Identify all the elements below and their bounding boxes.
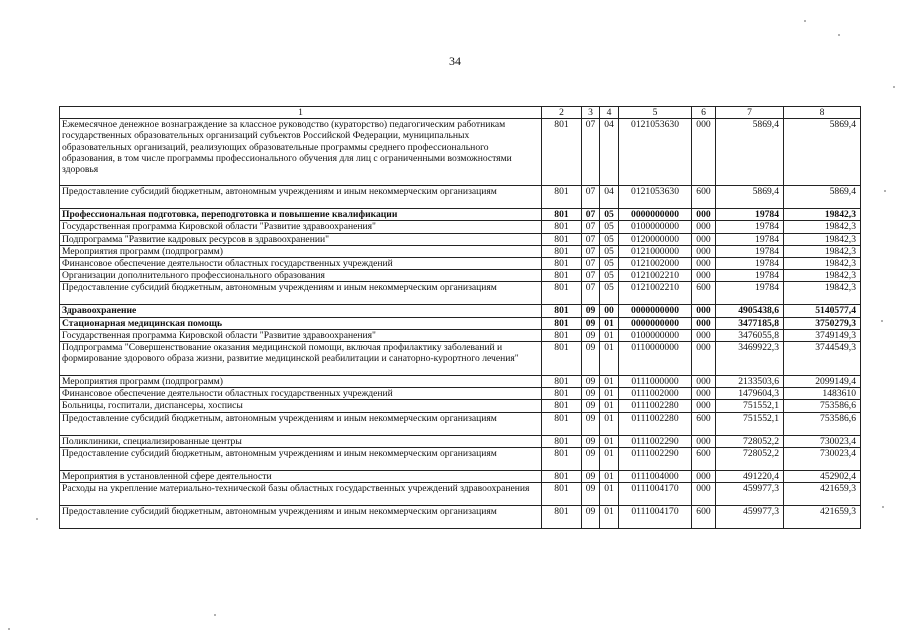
- row-name: Предоставление субсидий бюджетным, автономным учреждениям и иным некоммерческим организациям: [60, 447, 542, 470]
- amount-year-2: 452902,4: [784, 470, 861, 482]
- table-row: [60, 270, 861, 282]
- code-podrazdel: 00: [600, 305, 619, 317]
- code-podrazdel: 04: [600, 119, 619, 186]
- header-cell-6: 6: [692, 107, 716, 119]
- code-vr: 000: [692, 317, 716, 329]
- code-podrazdel: 05: [600, 258, 619, 270]
- row-name: Ежемесячное денежное вознаграждение за классное руководство (кураторство) педагогическим работникам государственных образовательных организаций субъектов Российской Федерации, муниципальных образовательных организаций, реализующих образовательные программы среднего профессионального образования, в том числе программы профессионального обучения для лиц с ограниченными возможностями здоровья: [60, 119, 542, 186]
- code-razdel: 09: [582, 388, 600, 400]
- amount-year-1: 5869,4: [716, 186, 784, 209]
- code-razdel: 07: [582, 209, 600, 221]
- code-razdel: 09: [582, 400, 600, 412]
- code-csr: 0111002290: [619, 447, 692, 470]
- code-vr: 000: [692, 376, 716, 388]
- code-ved: 801: [542, 412, 582, 435]
- code-razdel: 09: [582, 317, 600, 329]
- code-podrazdel: 01: [600, 329, 619, 341]
- amount-year-1: 728052,2: [716, 447, 784, 470]
- amount-year-1: 3469922,3: [716, 342, 784, 376]
- header-cell-7: 7: [716, 107, 784, 119]
- row-name: Подпрограмма "Развитие кадровых ресурсов в здравоохранении": [60, 233, 542, 245]
- header-cell-4: 4: [600, 107, 619, 119]
- amount-year-1: 5869,4: [716, 119, 784, 186]
- code-ved: 801: [542, 282, 582, 305]
- row-name: Профессиональная подготовка, переподготовка и повышение квалификации: [60, 209, 542, 221]
- amount-year-2: 19842,3: [784, 233, 861, 245]
- scan-speck: [36, 518, 38, 520]
- code-podrazdel: 01: [600, 376, 619, 388]
- row-name: Мероприятия в установленной сфере деятельности: [60, 470, 542, 482]
- code-ved: 801: [542, 483, 582, 506]
- header-cell-3: 3: [582, 107, 600, 119]
- code-ved: 801: [542, 186, 582, 209]
- code-csr: 0111000000: [619, 376, 692, 388]
- code-csr: 0121002210: [619, 270, 692, 282]
- code-podrazdel: 01: [600, 388, 619, 400]
- table-row: [60, 435, 861, 447]
- row-name: Организации дополнительного профессионального образования: [60, 270, 542, 282]
- table-header-row: [60, 107, 861, 119]
- code-podrazdel: 01: [600, 412, 619, 435]
- header-cell-2: 2: [542, 107, 582, 119]
- amount-year-1: 19784: [716, 282, 784, 305]
- code-podrazdel: 01: [600, 506, 619, 529]
- amount-year-2: 19842,3: [784, 221, 861, 233]
- amount-year-1: 751552,1: [716, 412, 784, 435]
- budget-table: [59, 106, 861, 529]
- amount-year-1: 3476055,8: [716, 329, 784, 341]
- code-razdel: 07: [582, 245, 600, 257]
- code-ved: 801: [542, 447, 582, 470]
- code-csr: 0111002290: [619, 435, 692, 447]
- page-number: 34: [449, 54, 461, 68]
- row-name: Предоставление субсидий бюджетным, автономным учреждениям и иным некоммерческим организациям: [60, 412, 542, 435]
- row-name: Финансовое обеспечение деятельности областных государственных учреждений: [60, 388, 542, 400]
- amount-year-2: 19842,3: [784, 282, 861, 305]
- code-ved: 801: [542, 305, 582, 317]
- code-ved: 801: [542, 388, 582, 400]
- code-vr: 000: [692, 470, 716, 482]
- code-ved: 801: [542, 233, 582, 245]
- code-razdel: 07: [582, 282, 600, 305]
- table-row: [60, 412, 861, 435]
- table-row: [60, 400, 861, 412]
- code-razdel: 07: [582, 186, 600, 209]
- row-name: Расходы на укрепление материально-технической базы областных государственных учреждений здравоохранения: [60, 483, 542, 506]
- code-vr: 600: [692, 282, 716, 305]
- table-row: [60, 233, 861, 245]
- amount-year-2: 5869,4: [784, 119, 861, 186]
- scan-speck: [893, 86, 895, 88]
- amount-year-2: 421659,3: [784, 506, 861, 529]
- table-row: [60, 506, 861, 529]
- code-vr: 000: [692, 209, 716, 221]
- amount-year-1: 751552,1: [716, 400, 784, 412]
- scan-speck: [8, 628, 10, 630]
- table-row: [60, 388, 861, 400]
- code-ved: 801: [542, 209, 582, 221]
- code-csr: 0110000000: [619, 342, 692, 376]
- header-cell-8: 8: [784, 107, 861, 119]
- amount-year-1: 19784: [716, 245, 784, 257]
- table-row: [60, 209, 861, 221]
- code-podrazdel: 05: [600, 233, 619, 245]
- code-podrazdel: 01: [600, 435, 619, 447]
- code-razdel: 09: [582, 470, 600, 482]
- code-csr: 0121053630: [619, 119, 692, 186]
- row-name: Здравоохранение: [60, 305, 542, 317]
- table-row: [60, 483, 861, 506]
- amount-year-1: 19784: [716, 270, 784, 282]
- table-row: [60, 342, 861, 376]
- code-razdel: 07: [582, 233, 600, 245]
- code-ved: 801: [542, 506, 582, 529]
- code-csr: 0121053630: [619, 186, 692, 209]
- code-csr: 0000000000: [619, 305, 692, 317]
- code-vr: 000: [692, 400, 716, 412]
- code-csr: 0000000000: [619, 209, 692, 221]
- amount-year-2: 753586,6: [784, 400, 861, 412]
- code-razdel: 07: [582, 270, 600, 282]
- code-ved: 801: [542, 470, 582, 482]
- code-podrazdel: 01: [600, 470, 619, 482]
- code-razdel: 09: [582, 305, 600, 317]
- amount-year-1: 459977,3: [716, 483, 784, 506]
- row-name: Предоставление субсидий бюджетным, автономным учреждениям и иным некоммерческим организациям: [60, 186, 542, 209]
- code-ved: 801: [542, 270, 582, 282]
- code-csr: 0111002280: [619, 412, 692, 435]
- code-razdel: 09: [582, 447, 600, 470]
- code-ved: 801: [542, 329, 582, 341]
- amount-year-1: 19784: [716, 221, 784, 233]
- amount-year-1: 19784: [716, 209, 784, 221]
- header-cell-5: 5: [619, 107, 692, 119]
- scan-speck: [838, 34, 840, 36]
- code-csr: 0100000000: [619, 329, 692, 341]
- row-name: Мероприятия программ (подпрограмм): [60, 245, 542, 257]
- table-row: [60, 245, 861, 257]
- code-razdel: 09: [582, 329, 600, 341]
- table-row: [60, 305, 861, 317]
- amount-year-1: 1479604,3: [716, 388, 784, 400]
- code-razdel: 09: [582, 483, 600, 506]
- amount-year-2: 19842,3: [784, 258, 861, 270]
- scan-speck: [884, 190, 886, 192]
- code-csr: 0120000000: [619, 233, 692, 245]
- amount-year-1: 3477185,8: [716, 317, 784, 329]
- code-csr: 0111004170: [619, 483, 692, 506]
- code-vr: 000: [692, 233, 716, 245]
- amount-year-2: 19842,3: [784, 270, 861, 282]
- code-vr: 000: [692, 388, 716, 400]
- code-csr: 0111004000: [619, 470, 692, 482]
- scan-speck: [804, 20, 806, 22]
- code-csr: 0111004170: [619, 506, 692, 529]
- code-ved: 801: [542, 435, 582, 447]
- code-podrazdel: 01: [600, 342, 619, 376]
- amount-year-2: 730023,4: [784, 447, 861, 470]
- row-name: Стационарная медицинская помощь: [60, 317, 542, 329]
- code-ved: 801: [542, 119, 582, 186]
- table-row: [60, 470, 861, 482]
- amount-year-1: 491220,4: [716, 470, 784, 482]
- amount-year-2: 2099149,4: [784, 376, 861, 388]
- code-podrazdel: 05: [600, 221, 619, 233]
- row-name: Больницы, госпитали, диспансеры, хосписы: [60, 400, 542, 412]
- code-csr: 0111002280: [619, 400, 692, 412]
- code-podrazdel: 05: [600, 282, 619, 305]
- table-row: [60, 376, 861, 388]
- amount-year-1: 459977,3: [716, 506, 784, 529]
- code-vr: 000: [692, 119, 716, 186]
- code-vr: 000: [692, 305, 716, 317]
- scan-speck: [881, 320, 883, 322]
- code-vr: 000: [692, 342, 716, 376]
- table-row: [60, 221, 861, 233]
- code-vr: 600: [692, 506, 716, 529]
- amount-year-2: 19842,3: [784, 209, 861, 221]
- code-ved: 801: [542, 400, 582, 412]
- row-name: Поликлиники, специализированные центры: [60, 435, 542, 447]
- amount-year-2: 421659,3: [784, 483, 861, 506]
- code-podrazdel: 05: [600, 270, 619, 282]
- amount-year-2: 3744549,3: [784, 342, 861, 376]
- code-podrazdel: 04: [600, 186, 619, 209]
- code-vr: 000: [692, 258, 716, 270]
- table-row: [60, 282, 861, 305]
- code-podrazdel: 01: [600, 447, 619, 470]
- amount-year-1: 19784: [716, 233, 784, 245]
- code-vr: 000: [692, 329, 716, 341]
- amount-year-2: 753586,6: [784, 412, 861, 435]
- row-name: Финансовое обеспечение деятельности областных государственных учреждений: [60, 258, 542, 270]
- row-name: Мероприятия программ (подпрограмм): [60, 376, 542, 388]
- code-razdel: 07: [582, 119, 600, 186]
- amount-year-1: 728052,2: [716, 435, 784, 447]
- code-vr: 000: [692, 483, 716, 506]
- code-csr: 0121000000: [619, 245, 692, 257]
- amount-year-2: 1483610: [784, 388, 861, 400]
- amount-year-1: 2133503,6: [716, 376, 784, 388]
- code-ved: 801: [542, 245, 582, 257]
- code-ved: 801: [542, 221, 582, 233]
- code-razdel: 09: [582, 435, 600, 447]
- amount-year-2: 5140577,4: [784, 305, 861, 317]
- table-row: [60, 258, 861, 270]
- scan-speck: [214, 614, 216, 616]
- table-row: [60, 186, 861, 209]
- code-csr: 0000000000: [619, 317, 692, 329]
- code-csr: 0121002000: [619, 258, 692, 270]
- amount-year-2: 5869,4: [784, 186, 861, 209]
- amount-year-2: 3750279,3: [784, 317, 861, 329]
- table-row: [60, 447, 861, 470]
- amount-year-1: 19784: [716, 258, 784, 270]
- code-vr: 600: [692, 412, 716, 435]
- code-ved: 801: [542, 342, 582, 376]
- row-name: Подпрограмма "Совершенствование оказания медицинской помощи, включая профилактику заболеваний и формирование здорового образа жизни, развитие медицинской реабилитации и санаторно-курортного лечения": [60, 342, 542, 376]
- row-name: Государственная программа Кировской области "Развитие здравоохранения": [60, 221, 542, 233]
- code-razdel: 09: [582, 342, 600, 376]
- code-ved: 801: [542, 376, 582, 388]
- table-row: [60, 317, 861, 329]
- code-csr: 0121002210: [619, 282, 692, 305]
- code-razdel: 09: [582, 506, 600, 529]
- scan-speck: [882, 506, 884, 508]
- amount-year-2: 730023,4: [784, 435, 861, 447]
- code-vr: 000: [692, 221, 716, 233]
- table-row: [60, 329, 861, 341]
- code-vr: 600: [692, 186, 716, 209]
- code-ved: 801: [542, 317, 582, 329]
- code-ved: 801: [542, 258, 582, 270]
- code-podrazdel: 05: [600, 245, 619, 257]
- table-row: [60, 119, 861, 186]
- code-razdel: 07: [582, 221, 600, 233]
- code-podrazdel: 05: [600, 209, 619, 221]
- code-csr: 0111002000: [619, 388, 692, 400]
- code-vr: 000: [692, 245, 716, 257]
- code-csr: 0100000000: [619, 221, 692, 233]
- row-name: Предоставление субсидий бюджетным, автономным учреждениям и иным некоммерческим организациям: [60, 506, 542, 529]
- code-vr: 000: [692, 435, 716, 447]
- code-razdel: 07: [582, 258, 600, 270]
- amount-year-2: 19842,3: [784, 245, 861, 257]
- code-podrazdel: 01: [600, 483, 619, 506]
- code-podrazdel: 01: [600, 400, 619, 412]
- code-vr: 000: [692, 270, 716, 282]
- code-podrazdel: 01: [600, 317, 619, 329]
- header-cell-1: 1: [60, 107, 542, 119]
- row-name: Предоставление субсидий бюджетным, автономным учреждениям и иным некоммерческим организациям: [60, 282, 542, 305]
- code-vr: 600: [692, 447, 716, 470]
- code-razdel: 09: [582, 376, 600, 388]
- amount-year-2: 3749149,3: [784, 329, 861, 341]
- code-razdel: 09: [582, 412, 600, 435]
- amount-year-1: 4905438,6: [716, 305, 784, 317]
- row-name: Государственная программа Кировской области "Развитие здравоохранения": [60, 329, 542, 341]
